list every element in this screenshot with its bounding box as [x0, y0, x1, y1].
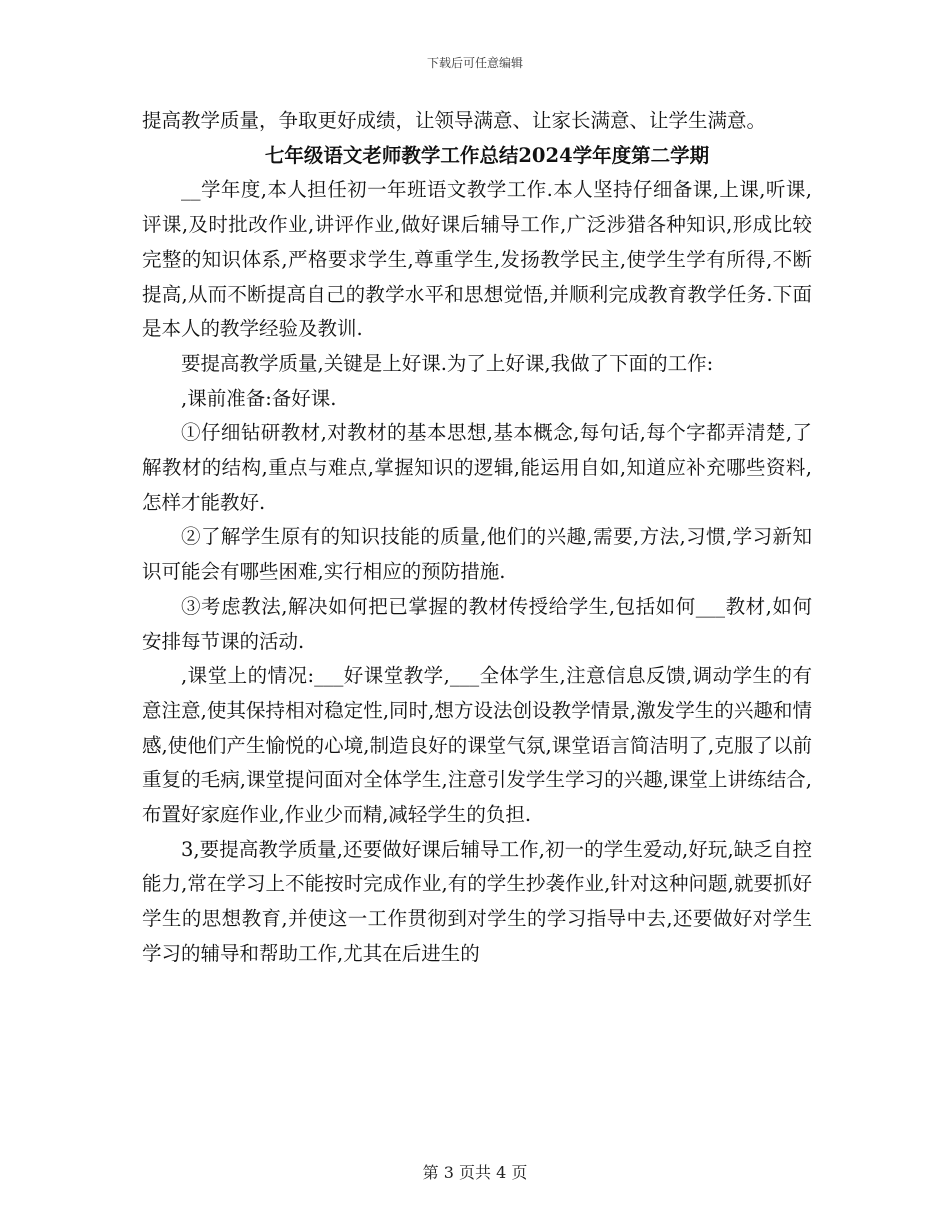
- paragraph: __学年度,本人担任初一年班语文教学工作.本人坚持仔细备课,上课,听课,评课,及时批改作业,讲评作业,做好课后辅导工作,广泛涉猎各种知识,形成比较完整的知识体系,严格要求学生,尊重学生,发扬教学民主,使学生学有所得,不断提高,从而不断提高自己的教学水平和思想觉悟,并顺利完成教育教学任务.下面是本人的教学经验及教训.: [142, 178, 812, 341]
- paragraph: ,课堂上的情况:___好课堂教学,___全体学生,注意信息反馈,调动学生的有意注意,使其保持相对稳定性,同时,想方设法创设教学情景,激发学生的兴趣和情感,使他们产生愉悦的心境,制造良好的课堂气氛,课堂语言简洁明了,克服了以前重复的毛病,课堂提问面对全体学生,注意引发学生学习的兴趣,课堂上讲练结合,布置好家庭作业,作业少而精,减轻学生的负担.: [142, 664, 812, 827]
- paragraph: 3,要提高教学质量,还要做好课后辅导工作,初一的学生爱动,好玩,缺乏自控能力,常在学习上不能按时完成作业,有的学生抄袭作业,针对这种问题,就要抓好学生的思想教育,并使这一工作贯彻到对学生的学习指导中去,还要做好对学生学习的辅导和帮助工作,尤其在后进生的: [142, 837, 812, 965]
- page-header: 下载后可任意编辑: [426, 56, 523, 70]
- paragraph-item-3: ③考虑教法,解决如何把已掌握的教材传授给学生,包括如何___教材,如何安排每节课的活动.: [142, 594, 812, 653]
- section-title: 七年级语文老师教学工作总结2024学年度第二学期: [264, 143, 710, 167]
- paragraph: 要提高教学质量,关键是上好课.为了上好课,我做了下面的工作:: [181, 351, 714, 375]
- paragraph-item-1: ①仔细钻研教材,对教材的基本思想,基本概念,每句话,每个字都弄清楚,了解教材的结构,重点与难点,掌握知识的逻辑,能运用自如,知道应补充哪些资料,怎样才能教好.: [142, 421, 812, 514]
- paragraph-intro-tail: 提高教学质量，争取更好成绩，让领导满意、让家长满意、让学生满意。: [142, 109, 767, 132]
- paragraph: ,课前准备:备好课.: [181, 386, 337, 410]
- document-body: [142, 104, 812, 972]
- page-footer: 第 3 页共 4 页: [422, 1163, 528, 1182]
- paragraph-item-2: ②了解学生原有的知识技能的质量,他们的兴趣,需要,方法,习惯,学习新知识可能会有哪些困难,实行相应的预防措施.: [142, 525, 812, 584]
